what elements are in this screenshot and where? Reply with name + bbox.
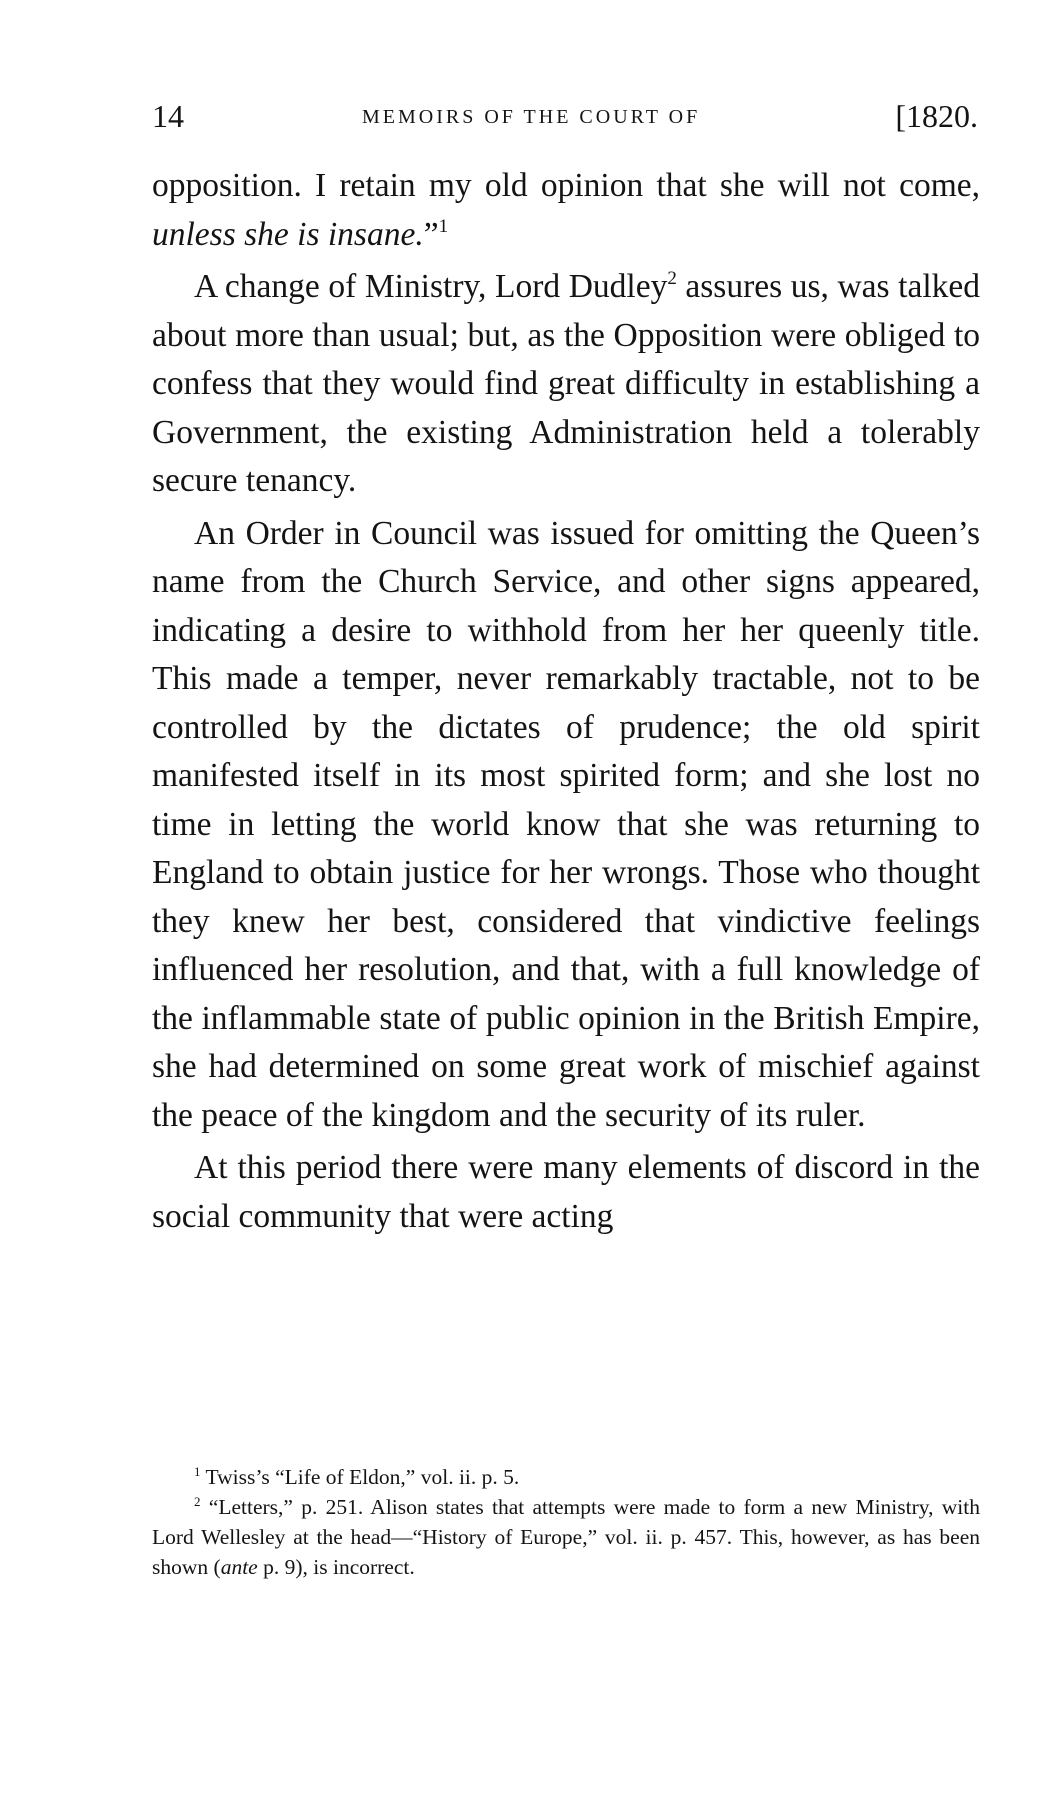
footnote-2-italic: ante xyxy=(220,1555,258,1579)
footnotes xyxy=(152,1462,980,1582)
footnote-1 xyxy=(152,1462,980,1492)
main-text xyxy=(152,162,980,1241)
footnote-ref-1: 1 xyxy=(438,215,449,237)
paragraph-3: An Order in Council was issued for omitting the Queen’s name from the Church Service, and other signs appeared, indicating a desire to withhold from her her queenly title. This made a temper, never remarkably tractable, not to be controlled by the dictates of prudence; the old spirit manifested itself in its most spirited form; and she lost no time in letting the world know that she was returning to England to obtain justice for her wrongs. Those who thought they knew her best, considered that vindictive feelings influenced her resolution, and that, with a full knowledge of the inflammable state of public opinion in the British Empire, she had determined on some great work of mischief against the peace of the kingdom and the security of its ruler. xyxy=(152,514,980,1134)
footnote-ref-2: 2 xyxy=(667,268,677,289)
footnote-2-marker: 2 xyxy=(194,1494,201,1509)
page-header xyxy=(152,98,978,138)
paragraph-2-text-start: A change of Ministry, Lord Dudley xyxy=(194,268,668,305)
footnote-2 xyxy=(152,1492,980,1582)
paragraph-2-text-end: assures us, was talked about more than usual; but, as the Opposition were obliged to confess that they would find great difficulty in establishing a Government, the existing Administration held a tolerably secure tenancy. xyxy=(152,268,980,499)
running-title: MEMOIRS OF THE COURT OF xyxy=(362,106,701,128)
footnote-2-text-end: p. 9), is incorrect. xyxy=(257,1555,415,1579)
paragraph-1-quote-end: ” xyxy=(423,215,439,253)
footnote-2-text-start: “Letters,” p. 251. Alison states that attempts were made to form a new Ministry, with Lord Wellesley at the head—“History of Europe,” vol. ii. p. 457. This, however, as has been shown ( xyxy=(152,1495,980,1579)
paragraph-4: At this period there were many elements of discord in the social community that were acting xyxy=(152,1149,980,1235)
header-year: [1820. xyxy=(895,98,978,134)
paragraph-1-italic: unless she is insane. xyxy=(152,215,424,253)
footnote-1-marker: 1 xyxy=(194,1464,201,1479)
paragraph-1-text: opposition. I retain my old opinion that she will not come, xyxy=(152,167,980,204)
paragraph-2 xyxy=(152,263,980,506)
page-number: 14 xyxy=(152,98,184,134)
paragraph-1 xyxy=(152,162,980,259)
footnote-1-text: Twiss’s “Life of Eldon,” vol. ii. p. 5. xyxy=(200,1465,520,1489)
